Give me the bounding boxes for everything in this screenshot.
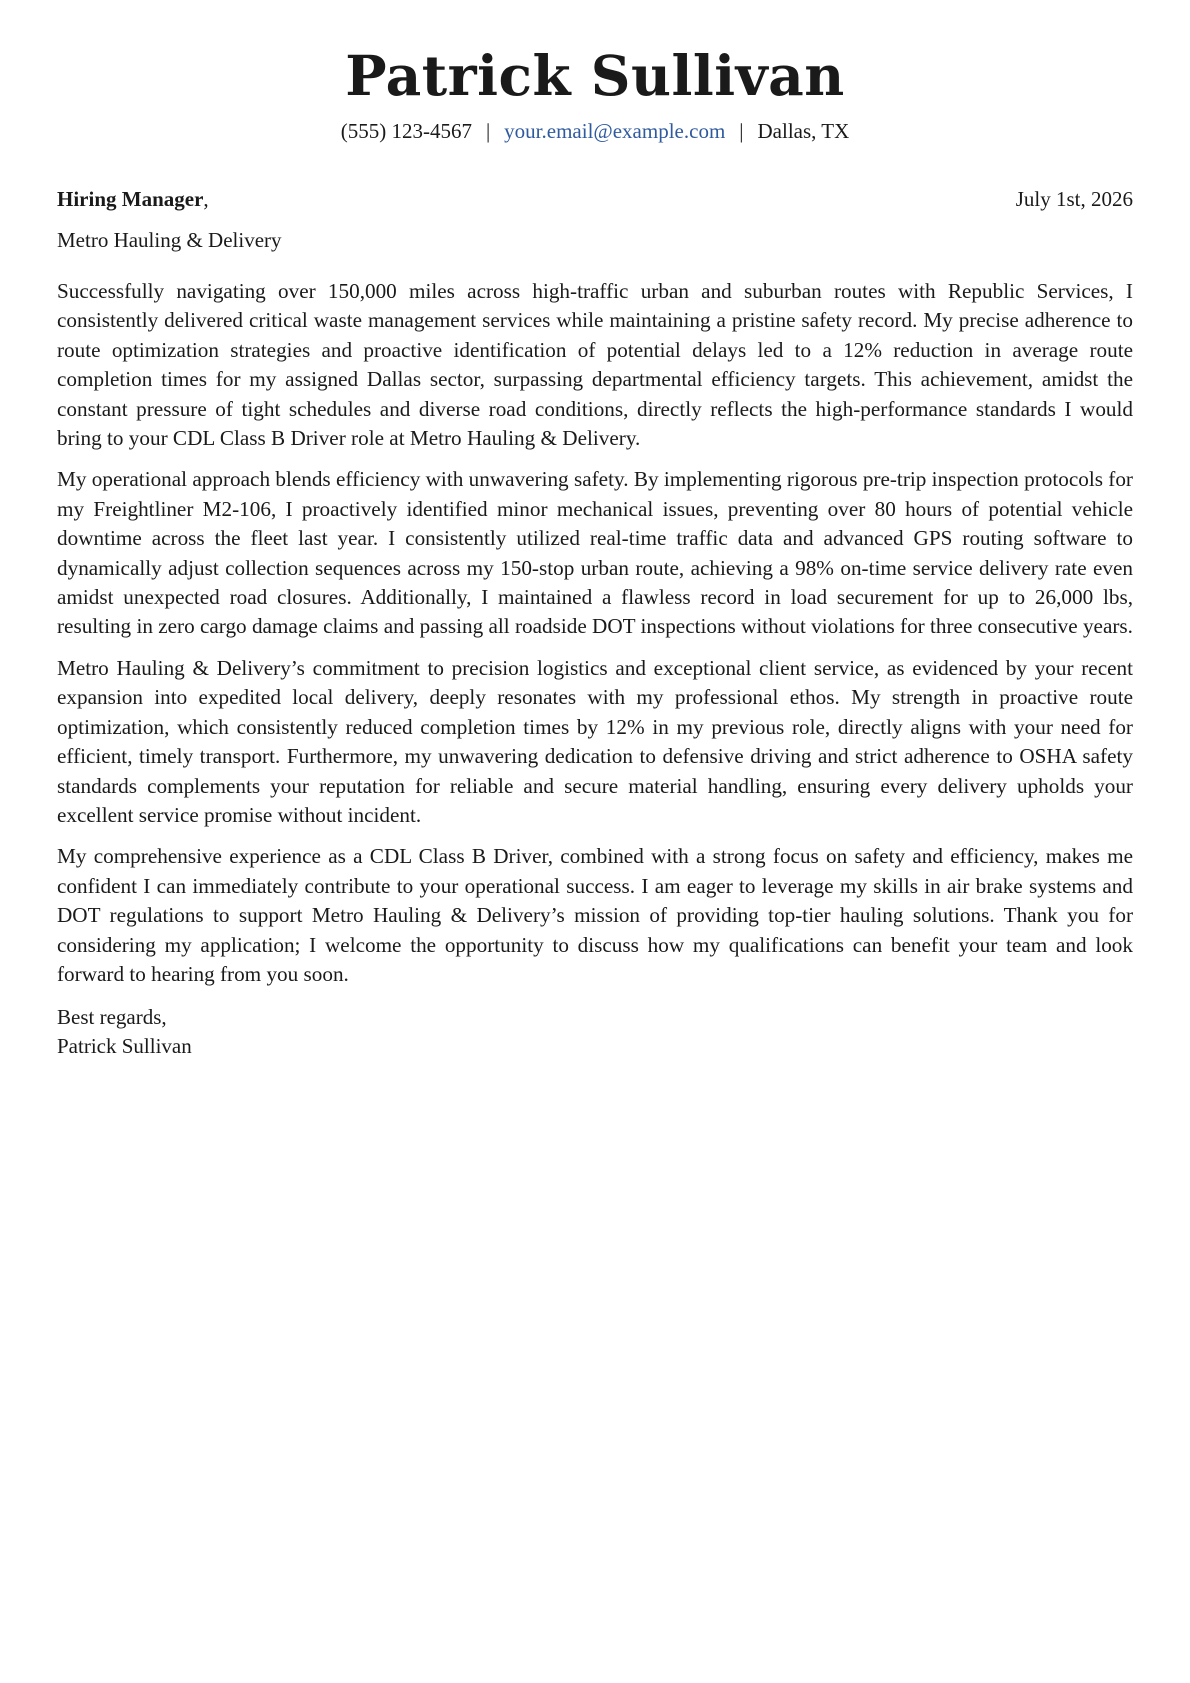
valediction: Best regards,: [57, 1005, 167, 1030]
contact-line: [57, 116, 1133, 146]
phone-number: (555) 123-4567: [340, 119, 472, 143]
contact-separator: |: [485, 119, 491, 143]
closing-block: [57, 1003, 1133, 1061]
letter-body: [57, 277, 1133, 989]
email-link[interactable]: your.email@example.com: [504, 119, 726, 143]
signature: Patrick Sullivan: [57, 1034, 192, 1059]
recipient-row: [57, 184, 1133, 214]
location: Dallas, TX: [757, 119, 850, 143]
contact-separator: |: [739, 119, 744, 143]
body-paragraph: Metro Hauling & Delivery’s commitment to precision logistics and exceptional client service, as evidenced by your recent expansion into expedited local delivery, deeply resonates with my professional ethos. My strength in proactive route optimization, which consistently reduced completion times by 12% in my previous role, directly aligns with your need for efficient, timely transport. Furthermore, my unwavering dedication to defensive driving and strict adherence to OSHA safety standards complements your reputation for reliable and secure material handling, ensuring every delivery upholds your excellent service promise without incident.: [57, 655, 1133, 827]
recipient-comma: ,: [203, 187, 209, 211]
recipient-salutation: [57, 184, 209, 214]
recipient-name: Hiring Manager: [57, 187, 204, 211]
body-paragraph: My operational approach blends efficiency with unwavering safety. By implementing rigorous pre-trip inspection protocols for my Freightliner M2-106, I proactively identified minor mechanical issues, preventing over 80 hours of potential vehicle downtime across the fleet last year. I consistently utilized real-time traffic data and advanced GPS routing software to dynamically adjust collection sequences across my 150-stop urban route, achieving a 98% on-time service delivery rate even amidst unexpected road closures. Additionally, I maintained a flawless record in load securement for up to 26,000 lbs, resulting in zero cargo damage claims and passing all roadside DOT inspections without violations for three consecutive years.: [57, 467, 1133, 639]
letter-date: July 1st, 2026: [1015, 187, 1133, 211]
recipient-company: Metro Hauling & Delivery: [57, 228, 282, 252]
body-paragraph: My comprehensive experience as a CDL Class B Driver, combined with a strong focus on safety and efficiency, makes me confident I can immediately contribute to your operational success. I am eager to leverage my skills in air brake systems and DOT regulations to support Metro Hauling & Delivery’s mission of providing top-tier hauling solutions. Thank you for considering my application; I welcome the opportunity to discuss how my qualifications can benefit your team and look forward to hearing from you soon.: [57, 844, 1133, 986]
applicant-name: Patrick Sullivan: [345, 43, 845, 108]
body-paragraph: Successfully navigating over 150,000 miles across high-traffic urban and suburban routes with Republic Services, I consistently delivered critical waste management services while maintaining a pristine safety record. My precise adherence to route optimization strategies and proactive identification of potential delays led to a 12% reduction in average route completion times for my assigned Dallas sector, surpassing departmental efficiency targets. This achievement, amidst the constant pressure of tight schedules and diverse road conditions, directly reflects the high-performance standards I would bring to your CDL Class B Driver role at Metro Hauling & Delivery.: [57, 279, 1133, 451]
